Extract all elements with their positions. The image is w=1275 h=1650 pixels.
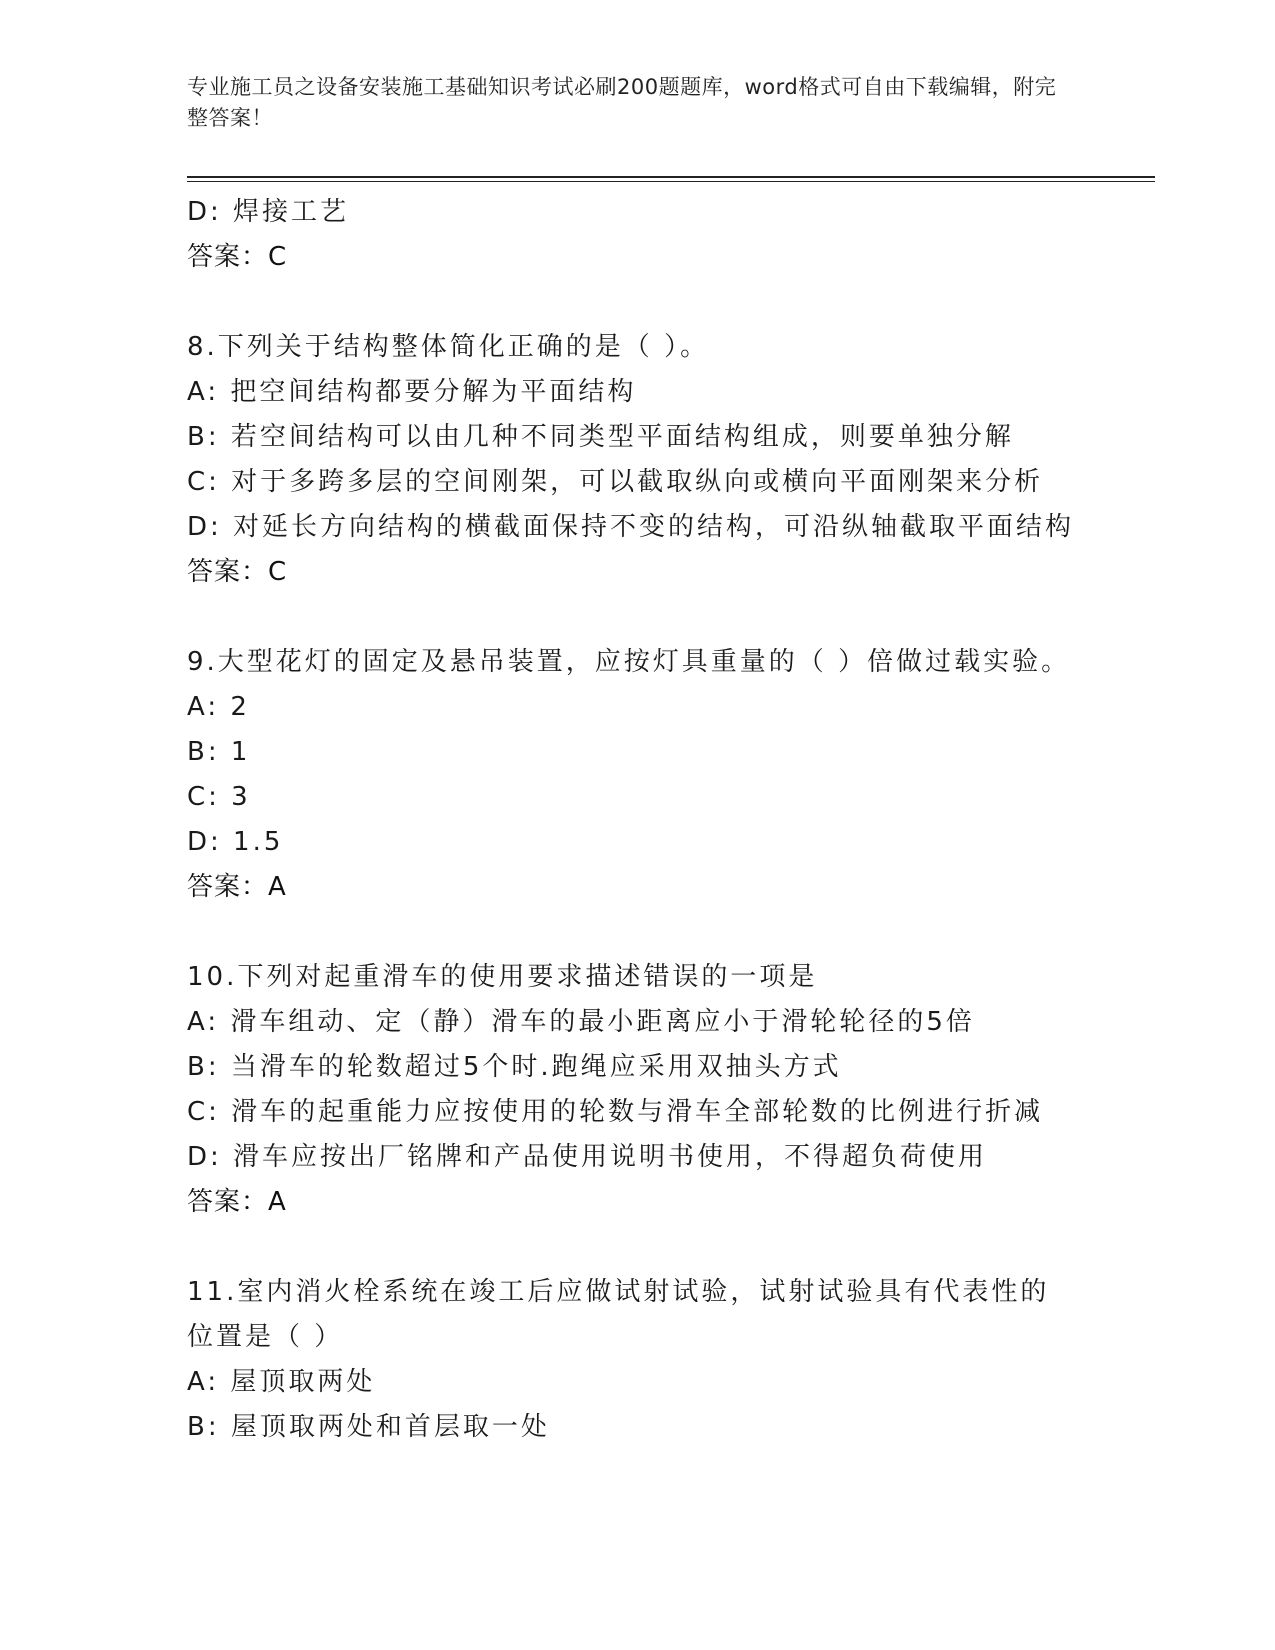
spacer [187,910,1087,955]
option-b: B: 屋顶取两处和首层取一处 [187,1412,550,1442]
header-rule-thin [187,181,1155,182]
option-a: A: 把空间结构都要分解为平面结构 [187,377,637,407]
answer: 答案：A [187,872,287,902]
option-d: D: 对延长方向结构的横截面保持不变的结构，可沿纵轴截取平面结构 [187,512,1075,542]
question-stem: 11.室内消火栓系统在竣工后应做试射试验，试射试验具有代表性的位置是（ ） [187,1277,1050,1352]
question-stem: 9.大型花灯的固定及悬吊装置，应按灯具重量的（ ）倍做过载实验。 [187,647,1071,677]
answer: 答案：C [187,557,288,587]
option-b: B: 若空间结构可以由几种不同类型平面结构组成，则要单独分解 [187,422,1014,452]
answer: 答案：A [187,1187,287,1217]
spacer [187,595,1087,640]
option-a: A: 2 [187,692,250,722]
header-rule-thick [187,176,1155,178]
option-d: D: 1.5 [187,827,284,857]
question-10 [187,955,1087,1225]
page-header-title: 专业施工员之设备安装施工基础知识考试必刷200题题库，word格式可自由下载编辑，附完整答案！ [187,75,1057,130]
option-c: C: 滑车的起重能力应按使用的轮数与滑车全部轮数的比例进行折减 [187,1097,1044,1127]
question-stem: 8.下列关于结构整体简化正确的是（ ）。 [187,332,710,362]
option-b: B: 当滑车的轮数超过5个时.跑绳应采用双抽头方式 [187,1052,842,1082]
option-b: B: 1 [187,737,251,767]
document-body [187,190,1087,1450]
question-8 [187,325,1087,595]
option-d: D: 滑车应按出厂铭牌和产品使用说明书使用，不得超负荷使用 [187,1142,988,1172]
option-a: A: 滑车组动、定（静）滑车的最小距离应小于滑轮轮径的5倍 [187,1007,975,1037]
question-9 [187,640,1087,910]
question-stem: 10.下列对起重滑车的使用要求描述错误的一项是 [187,962,818,992]
question-11 [187,1270,1087,1450]
spacer [187,1225,1087,1270]
q7-option-d: D: 焊接工艺 [187,197,350,227]
option-c: C: 3 [187,782,251,812]
option-c: C: 对于多跨多层的空间刚架，可以截取纵向或横向平面刚架来分析 [187,467,1044,497]
spacer [187,280,1087,325]
q7-answer: 答案：C [187,242,288,272]
option-a: A: 屋顶取两处 [187,1367,376,1397]
